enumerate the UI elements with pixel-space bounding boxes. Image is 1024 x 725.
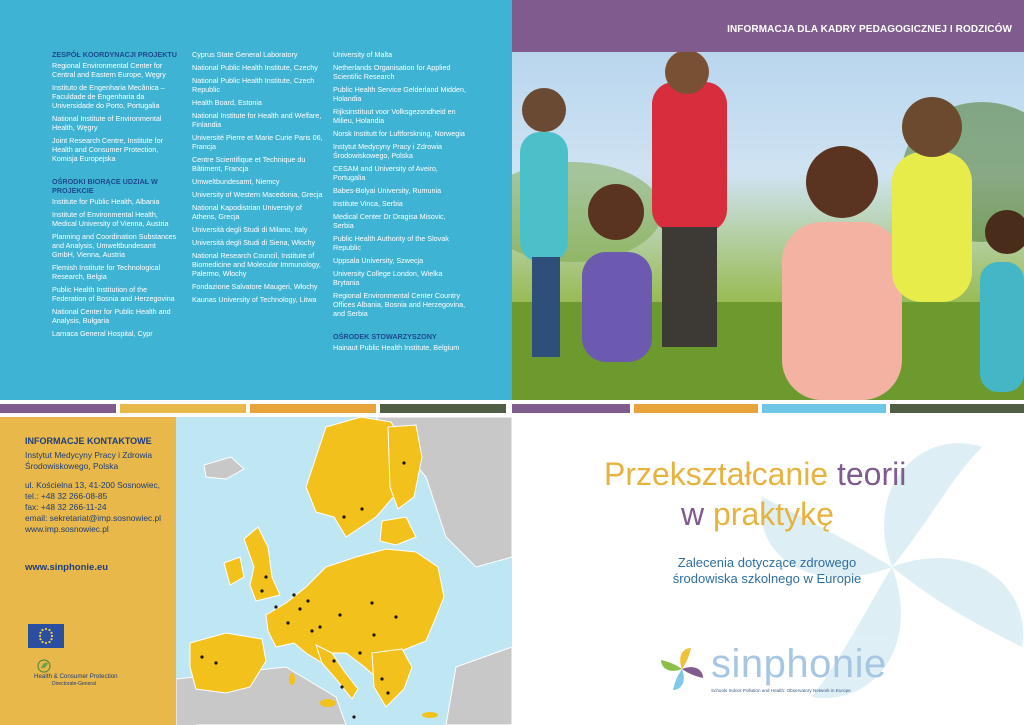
- photo-illustration: [512, 52, 1024, 400]
- children-running-photo: [512, 52, 1024, 400]
- contact-email-link[interactable]: email: sekretariat@imp.sosnowiec.pl: [25, 513, 162, 523]
- partner-item: Public Health Service Gelderland Midden, Holandia: [333, 85, 467, 103]
- partner-item: Kaunas University of Technology, Litwa: [192, 295, 317, 304]
- subtitle: [652, 555, 882, 587]
- associated-centre-heading: OŚRODEK STOWARZYSZONY: [333, 332, 437, 341]
- partner-item: Medical Center Dr Dragisa Misovic, Serbia: [333, 212, 446, 230]
- eu-flag-icon: [28, 624, 64, 648]
- partner-item: National Public Health Institute, Czech Republic: [192, 76, 315, 94]
- contact-fax: fax: +48 32 266-11-24: [25, 502, 107, 512]
- partner-item: Health Board, Estonia: [192, 98, 262, 107]
- partner-item: Università degli Studi di Siena, Włochy: [192, 238, 316, 247]
- title-word: teorii: [836, 456, 907, 492]
- partner-item: Babes-Bolyai University, Rumunia: [333, 186, 442, 195]
- sinphonie-wordmark: sinphonie: [711, 642, 887, 686]
- sinphonie-tagline: Schools Indoor Pollution and Health: Observatory Network in Europe: [711, 688, 851, 693]
- partner-item: Regional Environmental Center Country Offices Albania, Bosnia and Herzegovina, and Serbia: [333, 291, 466, 318]
- hcp-logo-line2: Directorate-General: [52, 681, 96, 687]
- coordination-team-heading: ZESPÓŁ KOORDYNACJI PROJEKTU: [52, 50, 177, 59]
- title-panel: [512, 417, 1024, 725]
- partner-item: Rijksinstituut voor Volksgezondheid en Milieu, Holandia: [333, 107, 456, 125]
- header-band: [512, 0, 1024, 52]
- partner-item: Umweltbundesamt, Niemcy: [192, 177, 280, 186]
- hcp-logo-line1: Health & Consumer Protection: [34, 673, 118, 680]
- contact-tel: tel.: +48 32 266-08-85: [25, 491, 108, 501]
- health-consumer-protection-logo: [28, 659, 148, 689]
- subtitle-line1: Zalecenia dotyczące zdrowego: [677, 555, 857, 570]
- partner-item: University College London, Wielka Brytania: [333, 269, 443, 287]
- partner-item: Regional Environmental Center for Central and Eastern Europe, Węgry: [52, 61, 166, 79]
- partner-item: Institute for Public Health, Albania: [52, 197, 160, 206]
- partner-item: Università degli Studi di Milano, Italy: [192, 225, 308, 234]
- audience-heading: INFORMACJA DLA KADRY PEDAGOGICZNEJ I RODZICÓW: [727, 24, 1012, 35]
- partner-item: Instituto de Engenharia Mecânica – Faculdade de Engenharia da Universidade do Porto, Portugalia: [52, 83, 165, 110]
- europe-partner-map: [176, 417, 512, 725]
- partner-item: Public Health Institution of the Federation of Bosnia and Herzegovina: [52, 285, 175, 303]
- partner-item: Institute Vinca, Serbia: [333, 199, 403, 208]
- partner-item: Fondazione Salvatore Maugeri, Włochy: [192, 282, 318, 291]
- main-title-line2: [681, 495, 834, 533]
- partner-item: Joint Research Centre, Institute for Health and Consumer Protection, Komisja Europejska: [52, 136, 164, 163]
- contact-org-line2: Środowiskowego, Polska: [25, 461, 119, 471]
- partner-item: Uppsala University, Szwecja: [333, 256, 424, 265]
- divider-strip-green: [890, 404, 1024, 413]
- partner-item: Public Health Authority of the Slovak Republic: [333, 234, 449, 252]
- leaf-icon: [36, 659, 52, 673]
- pinwheel-logo-icon: [657, 644, 707, 694]
- contact-panel: [0, 417, 176, 725]
- partner-item: Institute of Environmental Health, Medical University of Vienna, Austria: [52, 210, 169, 228]
- contact-address: ul. Kościelna 13, 41-200 Sosnowiec,: [25, 480, 161, 490]
- partner-item: Hainaut Public Health Institute, Belgium: [333, 343, 460, 352]
- divider-strip-blue: [762, 404, 886, 413]
- partner-item: Instytut Medycyny Pracy i Zdrowia Środowiskowego, Polska: [333, 142, 443, 160]
- title-word: praktykę: [713, 496, 834, 532]
- partner-item: National Public Health Institute, Czechy: [192, 63, 318, 72]
- partner-item: Larnaca General Hospital, Cypr: [52, 329, 153, 338]
- divider-strip-purple: [0, 404, 116, 413]
- partner-item: CESAM and University of Aveiro, Portugalia: [333, 164, 438, 182]
- divider-strip-orange: [250, 404, 376, 413]
- main-title-line1: [604, 455, 906, 493]
- contact-heading: INFORMACJE KONTAKTOWE: [25, 436, 152, 446]
- partner-item: Planning and Coordination Substances and Analysis, Umweltbundesamt GmbH, Vienna, Austria: [52, 232, 177, 259]
- contact-org-line1: Instytut Medycyny Pracy i Zdrowia: [25, 450, 153, 460]
- title-word: Przekształcanie: [604, 456, 829, 492]
- partner-item: University of Malta: [333, 50, 393, 59]
- partner-item: National Institute of Environmental Health, Węgry: [52, 114, 162, 132]
- partner-item: National Center for Public Health and Analysis, Bułgaria: [52, 307, 171, 325]
- partner-item: Cyprus State General Laboratory: [192, 50, 298, 59]
- divider-strip-yellow: [120, 404, 246, 413]
- divider-strip-orange: [634, 404, 758, 413]
- partner-item: Centre Scientifique et Technique du Bâtiment, Francja: [192, 155, 306, 173]
- divider-strip-green: [380, 404, 506, 413]
- partner-item: National Institute for Health and Welfare, Finlandia: [192, 111, 322, 129]
- divider-strip-purple: [512, 404, 630, 413]
- europe-map-illustration: [176, 417, 512, 725]
- partner-item: Université Pierre et Marie Curie Paris 06, Francja: [192, 133, 323, 151]
- subtitle-line2: środowiska szkolnego w Europie: [672, 571, 862, 586]
- participating-centres-heading: OŚRODKI BIORĄCE UDZIAŁ W PROJEKCIE: [52, 177, 158, 195]
- sinphonie-website-link[interactable]: www.sinphonie.eu: [25, 562, 109, 573]
- partner-item: National Kapodistrian University of Athens, Grecja: [192, 203, 302, 221]
- partner-item: National Research Council, Institute of Biomedicine and Molecular Immunology, Palermo, Włochy: [192, 251, 321, 278]
- partners-column-3: [333, 50, 467, 356]
- partners-column-1: [52, 50, 180, 342]
- sinphonie-logo: [657, 644, 907, 704]
- partners-column-2: [192, 50, 326, 308]
- partner-item: University of Western Macedonia, Grecja: [192, 190, 323, 199]
- partner-item: Netherlands Organisation for Applied Scientific Research: [333, 63, 451, 81]
- title-word: w: [681, 496, 705, 532]
- partner-item: Norsk Institutt for Luftforskning, Norwegia: [333, 129, 465, 138]
- contact-website-link[interactable]: www.imp.sosnowiec.pl: [25, 524, 109, 534]
- partner-item: Flemish Institute for Technological Research, Belgia: [52, 263, 161, 281]
- partners-panel: [0, 0, 512, 400]
